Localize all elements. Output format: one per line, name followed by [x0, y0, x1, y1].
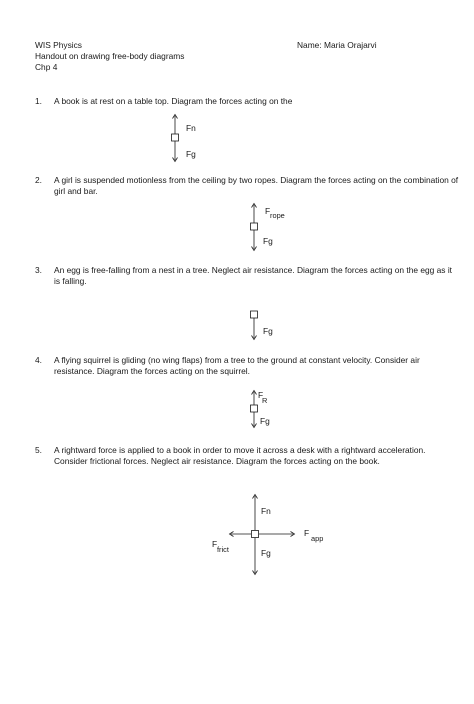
force-label-fn: Fn — [261, 506, 271, 516]
force-label-fg: Fg — [260, 416, 270, 426]
question-number: 3. — [35, 265, 42, 275]
course-title: WIS Physics — [35, 40, 82, 50]
object-box — [252, 531, 259, 538]
question-text: A book is at rest on a table top. Diagram the forces acting on the — [54, 96, 293, 106]
chapter-label: Chp 4 — [35, 62, 58, 72]
force-subscript-frict: frict — [217, 545, 229, 554]
free-body-diagram-2 — [243, 200, 303, 256]
student-name: Name: Maria Orajarvi — [297, 40, 377, 50]
force-label-fg: Fg — [263, 326, 273, 336]
question-number: 4. — [35, 355, 42, 365]
force-label-fg: Fg — [261, 548, 271, 558]
free-body-diagram-3 — [243, 305, 293, 345]
question-number: 1. — [35, 96, 42, 106]
free-body-diagram-1 — [164, 113, 214, 165]
object-box — [172, 134, 179, 141]
force-label-f-app: F — [304, 528, 310, 538]
question-text: A girl is suspended motionless from the ceiling by two ropes. Diagram the forces acting on the combination of girl and bar. — [54, 175, 459, 196]
question-text: An egg is free-falling from a nest in a tree. Neglect air resistance. Diagram the forces acting on the egg as it is falling. — [54, 265, 453, 286]
force-label-f: F — [265, 206, 271, 216]
force-label-f: F — [258, 390, 264, 400]
question-4 — [35, 355, 465, 377]
free-body-diagram-5 — [205, 490, 345, 580]
question-number: 5. — [35, 445, 42, 455]
force-label-f-frict: F — [212, 539, 218, 549]
force-label-fn: Fn — [186, 123, 196, 133]
force-label-fg: Fg — [186, 149, 196, 159]
object-box — [251, 311, 258, 318]
question-3 — [35, 265, 465, 287]
force-subscript-rope: rope — [270, 211, 285, 220]
force-subscript-r: R — [262, 396, 268, 405]
handout-title: Handout on drawing free-body diagrams — [35, 51, 185, 61]
question-1 — [35, 96, 465, 108]
free-body-diagram-4 — [244, 386, 294, 436]
question-2 — [35, 175, 465, 197]
force-label-fg: Fg — [263, 236, 273, 246]
question-5 — [35, 445, 465, 478]
object-box — [251, 223, 258, 230]
object-box — [251, 405, 258, 412]
question-text: A rightward force is applied to a book in order to move it across a desk with a rightward acceleration. Consider frictional forces. Neglect air resistance. Diagram the forces acting on the book. — [54, 445, 426, 466]
force-subscript-app: app — [311, 534, 324, 543]
question-number: 2. — [35, 175, 42, 185]
question-text: A flying squirrel is gliding (no wing flaps) from a tree to the ground at constant velocity. Consider air resistance. Diagram the forces acting on the squirrel. — [54, 355, 420, 376]
